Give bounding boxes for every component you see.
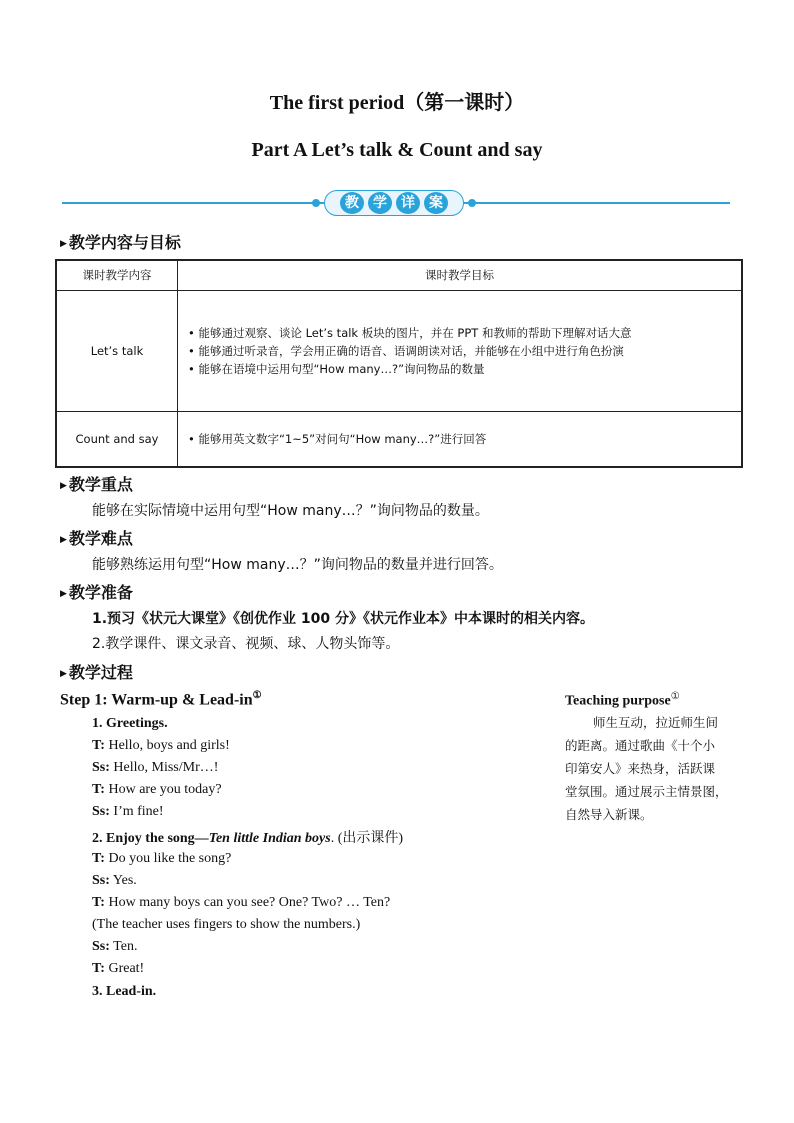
dialogue-line: Ss: Ten. xyxy=(92,939,138,954)
section-heading-key-points: ▶ 教学重点 xyxy=(60,475,133,494)
difficulties-text: 能够熟练运用句型“How many…？”询问物品的数量并进行回答。 xyxy=(92,557,503,573)
banner-char: 教 xyxy=(340,192,364,214)
teacher-note: (The teacher uses fingers to show the numbers.) xyxy=(92,917,361,932)
goal-item: • 能够在语境中运用句型“How many…?”询问物品的数量 xyxy=(188,361,485,376)
section-heading-difficulties: ▶ 教学难点 xyxy=(60,529,133,548)
footnote-marker: ① xyxy=(670,691,680,702)
goal-item: • 能够通过观察、谈论 Let’s talk 板块的图片，并在 PPT 和教师的帮助下理解对话大意 xyxy=(188,325,632,340)
triangle-bullet-icon: ▶ xyxy=(60,480,67,491)
section-heading-process: ▶ 教学过程 xyxy=(60,663,133,682)
banner-char: 学 xyxy=(368,192,392,214)
dialogue-line: Ss: Yes. xyxy=(92,873,137,888)
section-heading-preparation: ▶ 教学准备 xyxy=(60,583,133,602)
table-header: 课时教学内容 xyxy=(56,260,178,290)
goal-item: • 能够通过听录音，学会用正确的语音、语调朗读对话，并能够在小组中进行角色扮演 xyxy=(188,343,624,358)
sidebar-line: 印第安人》来热身，活跃课 xyxy=(565,761,716,776)
table-cell-goals xyxy=(178,411,743,467)
dialogue-line: Ss: Hello, Miss/Mr…! xyxy=(92,760,219,775)
dialogue-line: T: How are you today? xyxy=(92,782,222,797)
sidebar-body xyxy=(565,711,765,826)
page-title: The first period（第一课时） xyxy=(269,92,525,114)
triangle-bullet-icon: ▶ xyxy=(60,668,67,679)
preparation-item: 1.预习《状元大课堂》《创优作业 100 分》《状元作业本》中本课时的相关内容。 xyxy=(92,611,595,627)
table-header: 课时教学目标 xyxy=(178,260,743,290)
sidebar-title: Teaching purpose① xyxy=(565,691,680,709)
table-cell-goals xyxy=(178,290,743,411)
sidebar-line: 的距离。通过歌曲《十个小 xyxy=(565,738,716,753)
section-heading-content-goals: ▶ 教学内容与目标 xyxy=(60,233,181,252)
table-cell-content: Count and say xyxy=(56,411,178,467)
key-points-text: 能够在实际情境中运用句型“How many…？”询问物品的数量。 xyxy=(92,503,489,519)
sidebar-line: 自然导入新课。 xyxy=(565,807,653,822)
triangle-bullet-icon: ▶ xyxy=(60,588,67,599)
dialogue-line: T: Great! xyxy=(92,961,145,976)
dialogue-line: T: Do you like the song? xyxy=(92,851,232,866)
footnote-marker: ① xyxy=(252,690,262,701)
song-heading: 2. Enjoy the song—Ten little Indian boys. (出示课件) xyxy=(92,831,404,846)
greetings-heading: 1. Greetings. xyxy=(92,716,168,731)
sidebar-line: 堂氛围。通过展示主情景图， xyxy=(565,784,728,799)
goal-item: • 能够用英文数字“1~5”对问句“How many…?”进行回答 xyxy=(188,431,487,446)
dialogue-line: Ss: I’m fine! xyxy=(92,804,164,819)
table-cell-content: Let’s talk xyxy=(56,290,178,411)
triangle-bullet-icon: ▶ xyxy=(60,534,67,545)
goals-table xyxy=(55,259,743,468)
triangle-bullet-icon: ▶ xyxy=(60,238,67,249)
preparation-item: 2.教学课件、课文录音、视频、球、人物头饰等。 xyxy=(92,636,400,652)
sidebar-line: 师生互动，拉近师生间 xyxy=(593,715,719,730)
dialogue-line: T: Hello, boys and girls! xyxy=(92,738,230,753)
banner-char: 案 xyxy=(424,192,448,214)
section-banner xyxy=(62,190,730,216)
step1-title: Step 1: Warm-up & Lead-in① xyxy=(60,690,262,709)
leadin-heading: 3. Lead-in. xyxy=(92,984,157,999)
banner-char: 详 xyxy=(396,192,420,214)
dialogue-line: T: How many boys can you see? One? Two? … Ten? xyxy=(92,895,391,910)
page-subtitle: Part A Let’s talk & Count and say xyxy=(251,139,543,161)
